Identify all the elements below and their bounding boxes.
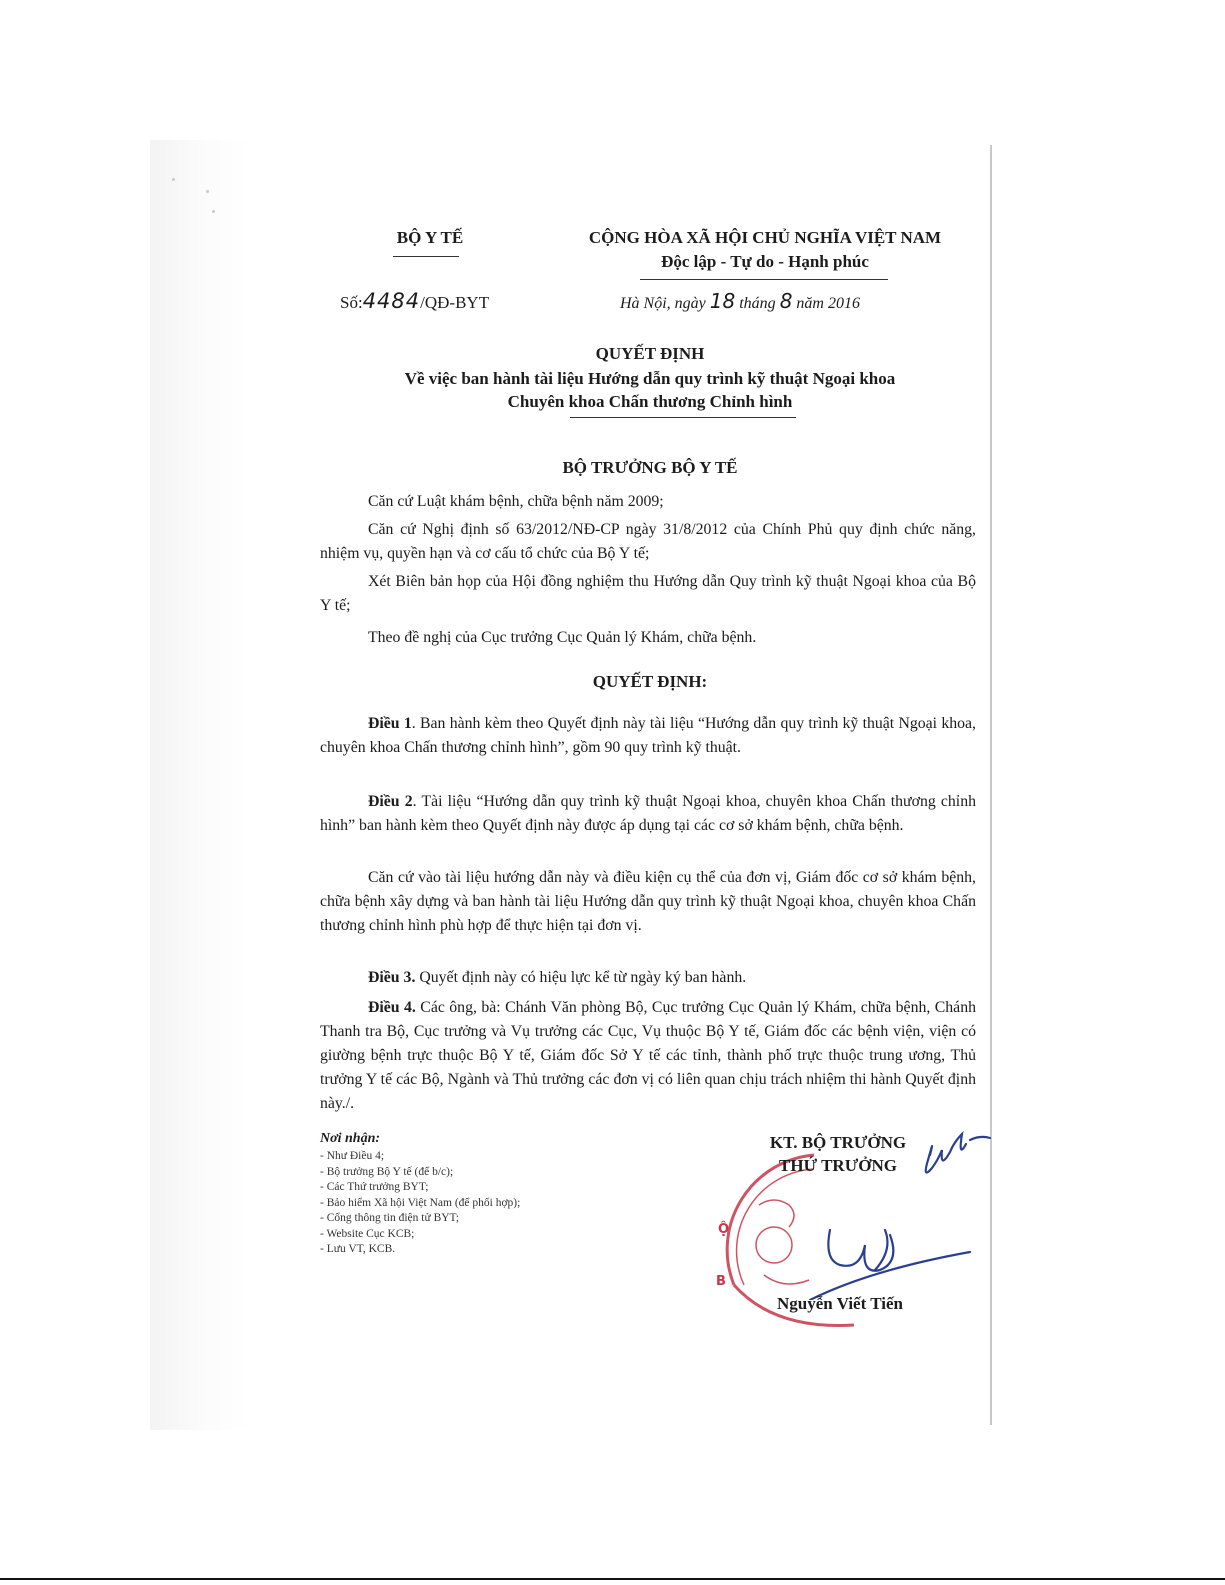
handwritten-signature xyxy=(790,1120,1030,1300)
ministry-name: BỘ Y TẾ xyxy=(396,228,464,247)
article-3-label: Điều 3. xyxy=(368,969,416,986)
scan-speck xyxy=(172,178,175,181)
recipient-item: - Bộ trưởng Bộ Y tế (để b/c); xyxy=(320,1165,454,1178)
date-part-3: năm 2016 xyxy=(792,295,860,312)
article-1-text: . Ban hành kèm theo Quyết định này tài liệu “Hướng dẫn quy trình kỹ thuật Ngoại khoa, chuyên khoa Chấn thương chỉnh hình”, gồm 90 quy trình kỹ thuật. xyxy=(320,715,976,756)
article-4-text: Các ông, bà: Chánh Văn phòng Bộ, Cục trưởng Cục Quản lý Khám, chữa bệnh, Chánh Thanh tra Bộ, Cục trưởng và Vụ trưởng các Cục, Vụ thuộc Bộ Y tế, Giám đốc các bệnh viện, viện có giường bệnh trực thuộc Bộ Y tế, Giám đốc Sở Y tế các tỉnh, thành phố trực thuộc trung ương, Thủ trưởng Y tế các Bộ, Ngành và Thủ trưởng các đơn vị có liên quan chịu trách nhiệm thi hành Quyết định này./. xyxy=(320,999,976,1112)
article-3 xyxy=(320,966,976,990)
doc-number-prefix: Số: xyxy=(340,293,363,312)
subject-underline xyxy=(570,417,796,418)
article-2-text: . Tài liệu “Hướng dẫn quy trình kỹ thuật Ngoại khoa, chuyên khoa Chấn thương chỉnh hình” ban hành kèm theo Quyết định này được áp dụng tại các cơ sở khám bệnh, chữa bệnh. xyxy=(320,793,976,834)
recipient-item: - Bảo hiểm Xã hội Việt Nam (để phối hợp); xyxy=(320,1196,521,1209)
article-4-label: Điều 4. xyxy=(368,999,416,1016)
signature-deputy-title: THỨ TRƯỞNG xyxy=(779,1156,897,1175)
article-2-paragraph-2 xyxy=(320,866,976,938)
authority-heading: BỘ TRƯỞNG BỘ Y TẾ xyxy=(562,458,738,477)
recipient-item: - Các Thứ trưởng BYT; xyxy=(320,1181,429,1193)
legal-basis-2: Căn cứ Nghị định số 63/2012/NĐ-CP ngày 31/8/2012 của Chính Phủ quy định chức năng, nhiệm vụ, quyền hạn và cơ cấu tổ chức của Bộ Y tế; xyxy=(320,521,976,562)
seal-letter: B xyxy=(716,1274,726,1289)
decision-subject-line-2: Chuyên khoa Chấn thương Chỉnh hình xyxy=(507,392,793,411)
recipients-title: Nơi nhận: xyxy=(320,1131,381,1146)
article-3-text: Quyết định này có hiệu lực kể từ ngày ký ban hành. xyxy=(415,969,747,986)
date-month-handwritten: 8 xyxy=(779,289,793,313)
bottom-border xyxy=(0,1578,1225,1580)
article-2 xyxy=(320,790,976,838)
recipients-list xyxy=(320,1149,520,1258)
national-title: CỘNG HÒA XÃ HỘI CHỦ NGHĨA VIỆT NAM xyxy=(588,228,942,247)
seal-letter: Ộ xyxy=(718,1222,730,1237)
scan-speck xyxy=(212,210,215,213)
recipient-item: - Website Cục KCB; xyxy=(320,1227,415,1240)
date-part-2: tháng xyxy=(735,295,780,312)
article-2-label: Điều 2 xyxy=(368,793,413,810)
document-number xyxy=(340,289,489,313)
date-day-handwritten: 18 xyxy=(709,289,736,313)
doc-number-suffix: /QĐ-BYT xyxy=(420,293,490,312)
legal-basis-1: Căn cứ Luật khám bệnh, chữa bệnh năm 2009; xyxy=(368,493,664,510)
article-1 xyxy=(320,712,976,760)
legal-basis-3: Xét Biên bản họp của Hội đồng nghiệm thu Hướng dẫn Quy trình kỹ thuật Ngoại khoa của Bộ Y tế; xyxy=(320,573,976,614)
signer-name: Nguyễn Viết Tiến xyxy=(777,1294,903,1313)
article-2-paragraph-2-text: Căn cứ vào tài liệu hướng dẫn này và điều kiện cụ thể của đơn vị, Giám đốc cơ sở khám bệnh, chữa bệnh xây dựng và ban hành tài liệu Hướng dẫn quy trình kỹ thuật Ngoại khoa, chuyên khoa Chấn thương chỉnh hình phù hợp để thực hiện tại đơn vị. xyxy=(320,869,976,934)
legal-basis-4: Theo đề nghị của Cục trưởng Cục Quản lý Khám, chữa bệnh. xyxy=(368,629,757,646)
ministry-underline xyxy=(393,256,459,257)
article-1-label: Điều 1 xyxy=(368,715,412,732)
national-motto: Độc lập - Tự do - Hạnh phúc xyxy=(661,252,869,271)
date-part-1: Hà Nội, ngày xyxy=(620,295,710,312)
article-4 xyxy=(320,996,976,1116)
decision-subject-line-1: Về việc ban hành tài liệu Hướng dẫn quy trình kỹ thuật Ngoại khoa xyxy=(404,369,896,388)
recipient-item: - Cổng thông tin điện tử BYT; xyxy=(320,1212,460,1224)
recipient-item: - Như Điều 4; xyxy=(320,1150,385,1162)
signature-role: KT. BỘ TRƯỞNG xyxy=(769,1133,907,1152)
decision-title: QUYẾT ĐỊNH xyxy=(595,344,705,363)
motto-underline xyxy=(640,279,888,280)
decision-heading: QUYẾT ĐỊNH: xyxy=(592,672,708,691)
doc-number-handwritten: 4484 xyxy=(362,289,421,313)
recipient-item: - Lưu VT, KCB. xyxy=(320,1243,396,1255)
scan-speck xyxy=(206,190,209,193)
place-and-date xyxy=(620,289,860,313)
